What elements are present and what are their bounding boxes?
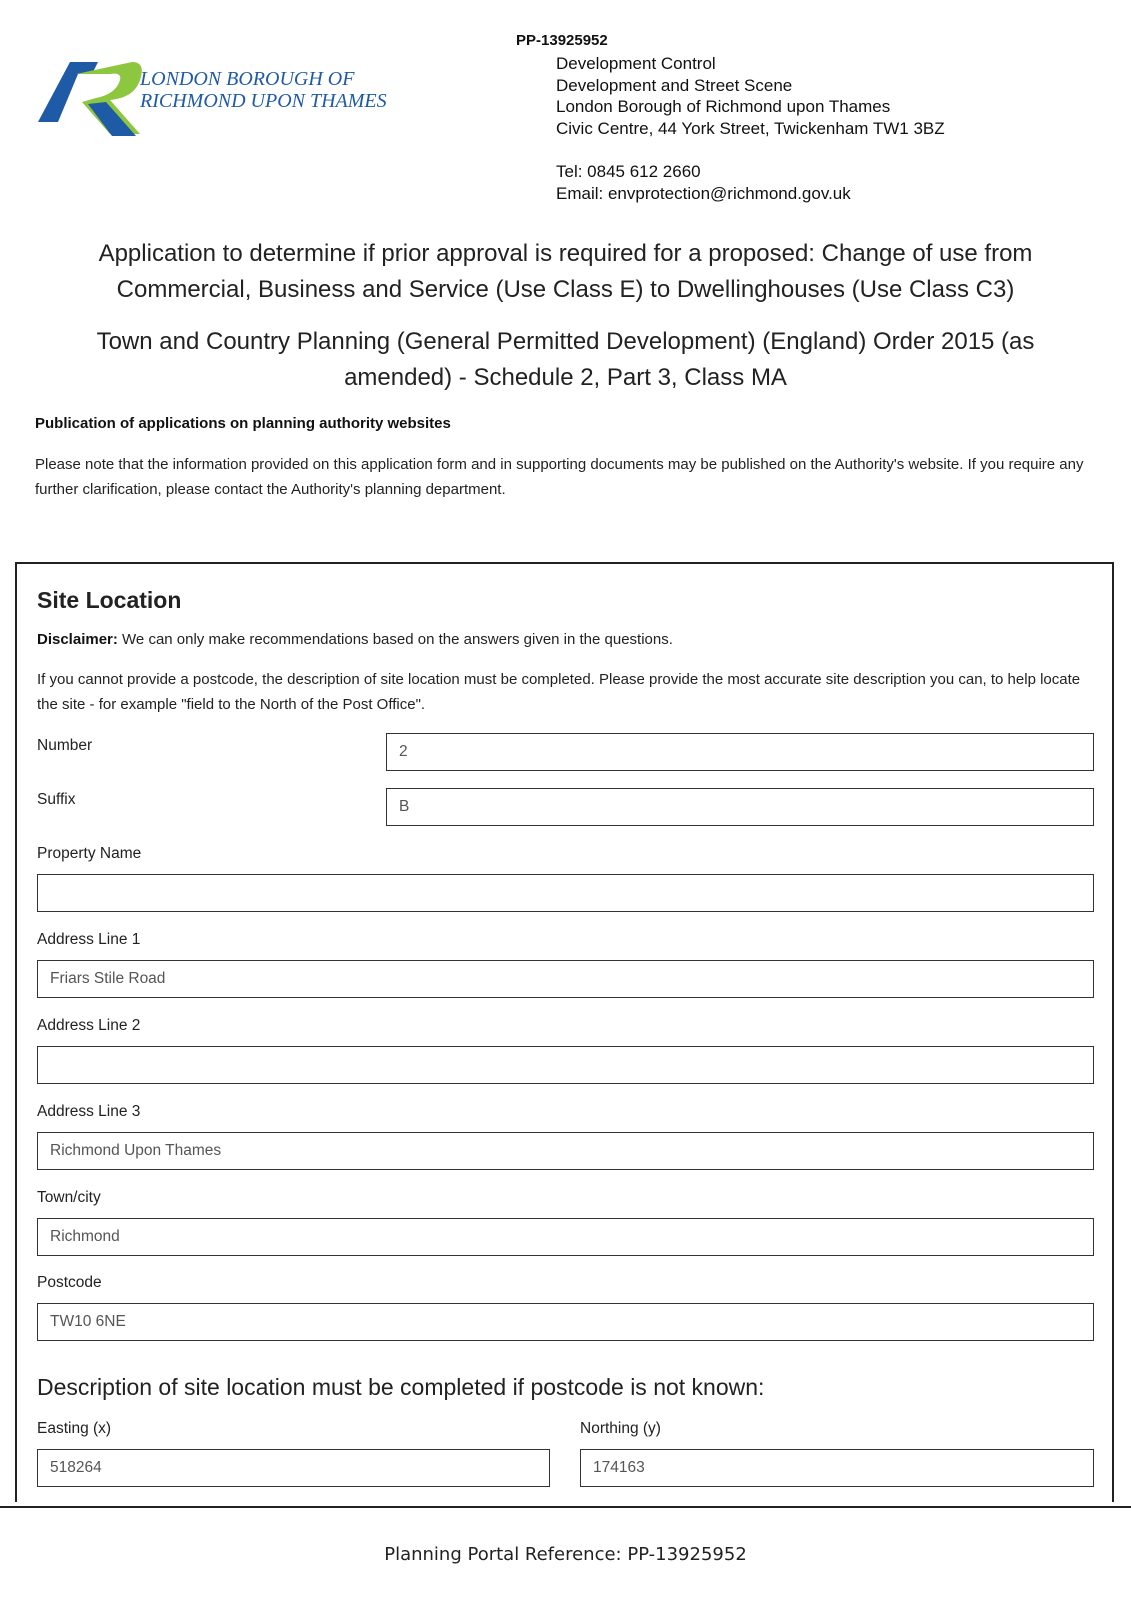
- address-line-4: Civic Centre, 44 York Street, Twickenham TW1 3BZ: [556, 119, 945, 139]
- address-line-2-label: Address Line 2: [37, 1017, 141, 1034]
- northing-field[interactable]: 174163: [580, 1449, 1094, 1487]
- disclaimer-text: We can only make recommendations based on the answers given in the questions.: [117, 631, 673, 648]
- address-spacer: [556, 140, 945, 161]
- application-reference: PP-13925952: [516, 32, 608, 49]
- logo-line-1: LONDON BOROUGH OF: [140, 68, 355, 90]
- number-field[interactable]: 2: [386, 733, 1094, 771]
- suffix-field[interactable]: B: [386, 788, 1094, 826]
- council-address: [556, 53, 945, 204]
- address-line-1-field[interactable]: Friars Stile Road: [37, 960, 1094, 998]
- address-line-3-field[interactable]: Richmond Upon Thames: [37, 1132, 1094, 1170]
- application-title: Application to determine if prior approval is required for a proposed: Change of use from Commercial, Business and Service (Use Class E) to Dwellinghouses (Use Class C3): [98, 240, 1033, 303]
- page-break-rule: [0, 1506, 1131, 1508]
- section-title: Site Location: [37, 587, 182, 613]
- logo-line-2: RICHMOND UPON THAMES: [140, 90, 387, 112]
- property-name-field[interactable]: [37, 874, 1094, 912]
- address-line-3: London Borough of Richmond upon Thames: [556, 97, 891, 117]
- suffix-label: Suffix: [37, 791, 76, 808]
- town-city-field[interactable]: Richmond: [37, 1218, 1094, 1256]
- easting-label: Easting (x): [37, 1420, 112, 1437]
- address-line-1: Development Control: [556, 54, 716, 73]
- disclaimer-label: Disclaimer:: [37, 631, 118, 648]
- address-line-2: Development and Street Scene: [556, 75, 793, 95]
- site-location-instructions: If you cannot provide a postcode, the description of site location must be completed. Please provide the most accurate site description you can, to help locate the site - for example "field to the North of the Post Office".: [37, 671, 1081, 713]
- richmond-r-logo-icon: [36, 60, 146, 140]
- council-logo: [36, 60, 406, 140]
- easting-field[interactable]: 518264: [37, 1449, 550, 1487]
- description-heading: Description of site location must be completed if postcode is not known:: [37, 1374, 765, 1400]
- publication-notice: Please note that the information provided on this application form and in supporting documents may be published on the Authority's website. If you require any further clarification, please contact the Authority's planning department.: [35, 456, 1084, 498]
- postcode-label: Postcode: [37, 1274, 102, 1291]
- disclaimer: [37, 631, 673, 648]
- footer-reference: Planning Portal Reference: PP-13925952: [384, 1544, 747, 1565]
- address-line-1-label: Address Line 1: [37, 931, 141, 948]
- publication-heading: Publication of applications on planning authority websites: [35, 415, 451, 432]
- address-line-2-field[interactable]: [37, 1046, 1094, 1084]
- address-line-3-label: Address Line 3: [37, 1103, 141, 1120]
- property-name-label: Property Name: [37, 845, 142, 862]
- council-email: Email: envprotection@richmond.gov.uk: [556, 183, 851, 203]
- town-city-label: Town/city: [37, 1189, 101, 1206]
- number-label: Number: [37, 737, 93, 754]
- postcode-field[interactable]: TW10 6NE: [37, 1303, 1094, 1341]
- northing-label: Northing (y): [580, 1420, 661, 1437]
- logo-wordmark: [140, 68, 387, 112]
- legislation-title: Town and Country Planning (General Permitted Development) (England) Order 2015 (as amended) - Schedule 2, Part 3, Class MA: [96, 328, 1035, 391]
- council-telephone: Tel: 0845 612 2660: [556, 161, 701, 181]
